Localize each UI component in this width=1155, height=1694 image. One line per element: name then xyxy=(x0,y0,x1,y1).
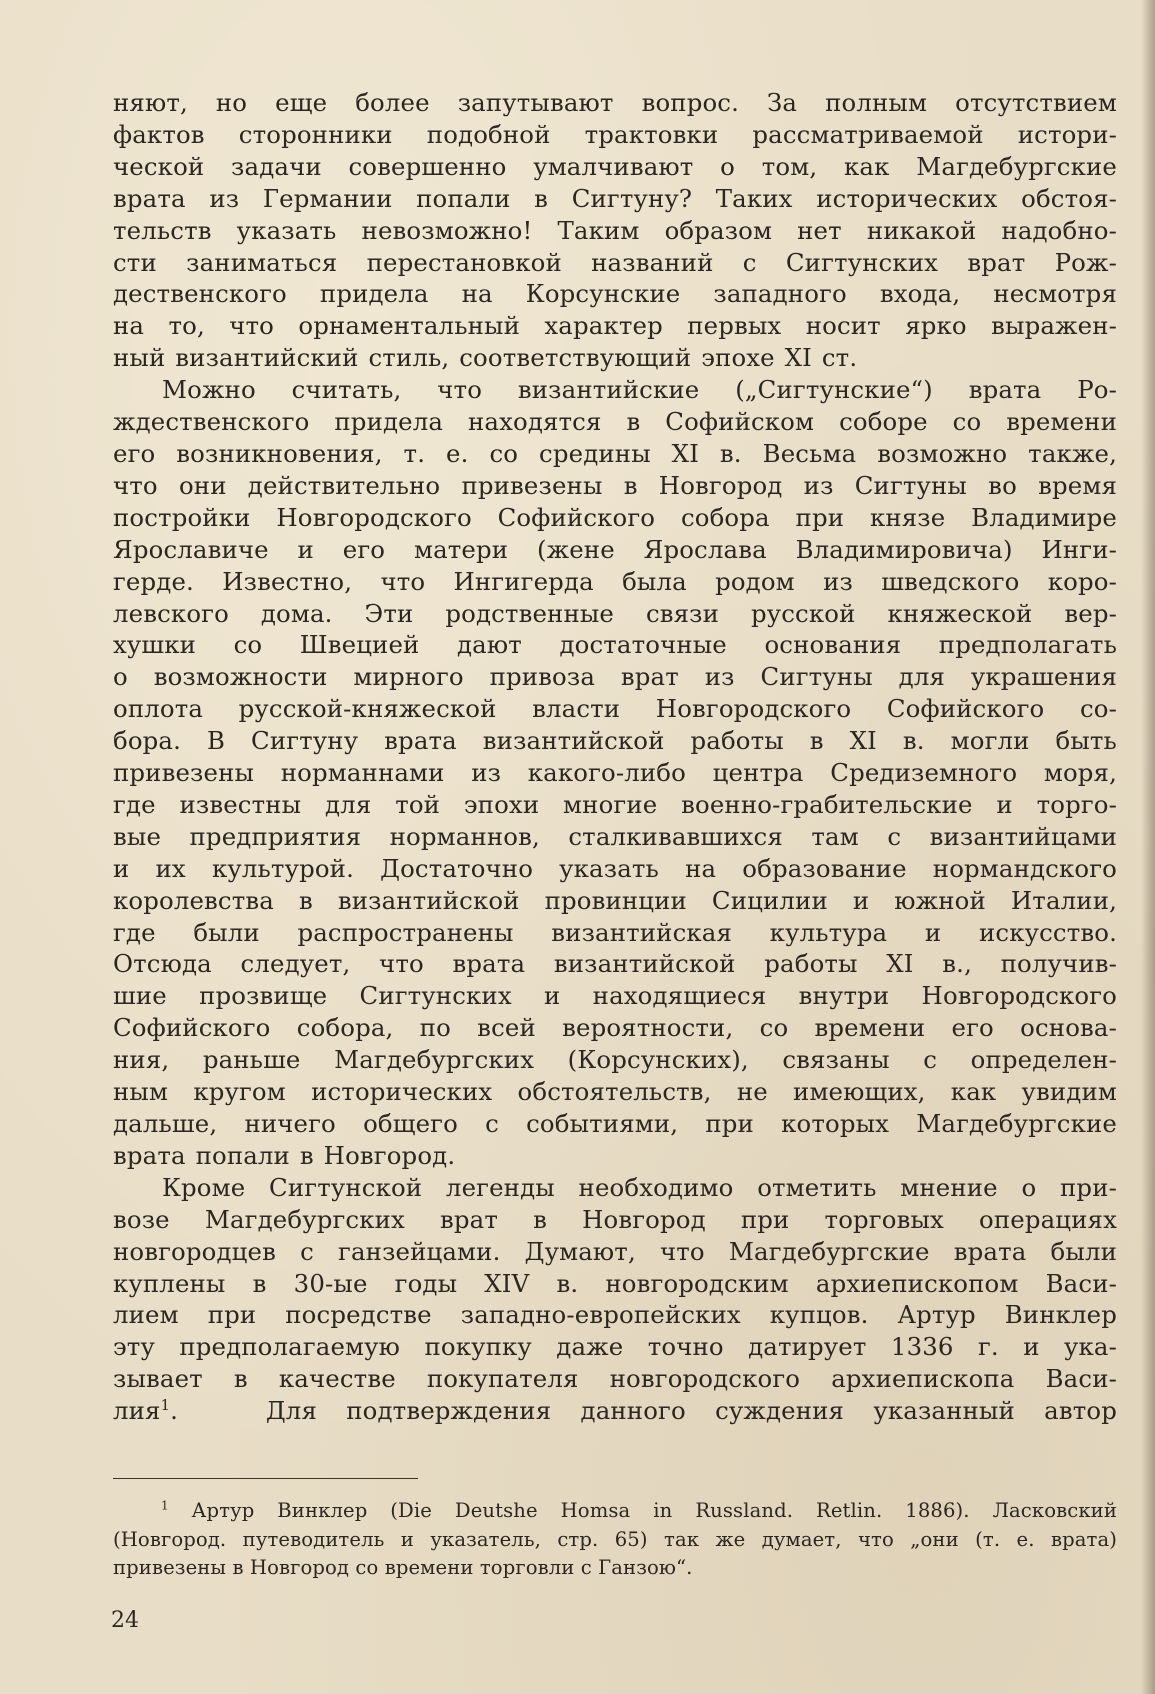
text-line: Ярославиче и его матери (жене Ярослава Владимировича) Инги- xyxy=(113,534,1117,564)
text-line: о возможности мирного привоза врат из Сигтуны для украшения xyxy=(113,662,1117,692)
text-line: врата попали в Новгород. xyxy=(113,1140,456,1170)
text-line: где были распространены византийская культура и искусство. xyxy=(113,917,1117,947)
text-line: что они действительно привезены в Новгород из Сигтуны во время xyxy=(113,470,1117,500)
text-line: оплота русской-княжеской власти Новгородского Софийского со- xyxy=(113,694,1117,724)
text-line: его возникновения, т. е. со средины XI в. Весьма возможно также, xyxy=(113,438,1117,468)
footnote-ref: 1 xyxy=(160,1397,171,1415)
text-line: ный византийский стиль, соответствующий эпохе XI ст. xyxy=(113,343,858,373)
footnote-line xyxy=(113,1497,1117,1526)
text-line: няют, но еще более запутывают вопрос. За полным отсутствием xyxy=(113,88,1117,117)
page-edge-shadow xyxy=(1141,0,1155,1694)
text-line: сти заниматься перестановкой названий с Сигтунских врат Рож- xyxy=(113,247,1117,277)
text-line: зывает в качестве покупателя новгородского архиепископа Васи- xyxy=(113,1364,1117,1394)
text-line: королевства в византийской провинции Сицилии и южной Италии, xyxy=(113,885,1117,915)
text-line: ждественского придела находятся в Софийском соборе со времени xyxy=(113,407,1117,437)
text-line: ния, раньше Магдебургских (Корсунских), связаны с определен- xyxy=(113,1045,1117,1075)
text-line: хушки со Швецией дают достаточные основания предполагать xyxy=(113,630,1117,660)
text-line: ческой задачи совершенно умалчивают о том, как Магдебургские xyxy=(113,151,1117,181)
text-line: шие прозвище Сигтунских и находящиеся внутри Новгородского xyxy=(113,981,1117,1011)
text-line: тельств указать невозможно! Таким образом нет никакой надобно- xyxy=(113,215,1117,245)
text-line: постройки Новгородского Софийского собора при князе Владимире xyxy=(113,502,1117,532)
text-line: новгородцев с ганзейцами. Думают, что Магдебургские врата были xyxy=(113,1236,1117,1266)
text-line: вые предприятия норманнов, сталкивавшихся там с византийцами xyxy=(113,821,1117,851)
text-line: куплены в 30-ые годы XIV в. новгородским архиепископом Васи- xyxy=(113,1268,1117,1298)
text-line: левского дома. Эти родственные связи русской княжеской вер- xyxy=(113,598,1117,628)
text-line: эту предполагаемую покупку даже точно датирует 1336 г. и ука- xyxy=(113,1332,1117,1362)
text-line: привезены норманнами из какого-либо центра Средиземного моря, xyxy=(113,758,1117,788)
footnote-line: (Новгород. путеводитель и указатель, стр. 65) так же думает, что „они (т. е. врата) xyxy=(113,1527,1117,1551)
paragraph-2 xyxy=(113,374,1117,1172)
footnote-marker: 1 xyxy=(161,1498,169,1513)
text-line: Можно считать, что византийские („Сигтунские“) врата Ро- xyxy=(162,375,1117,405)
line-start: лия xyxy=(113,1396,161,1426)
body-text xyxy=(113,87,1117,1427)
text-line: бора. В Сигтуну врата византийской работы в XI в. могли быть xyxy=(113,726,1117,756)
text-line: ным кругом исторических обстоятельств, не имеющих, как увидим xyxy=(113,1077,1117,1107)
text-line: врата из Германии попали в Сигтуну? Таких исторических обстоя- xyxy=(113,183,1117,213)
footnote-divider xyxy=(113,1478,418,1479)
text-line: дальше, ничего общего с событиями, при которых Магдебургские xyxy=(113,1109,1117,1138)
page-number: 24 xyxy=(111,1608,139,1633)
footnote-block xyxy=(113,1497,1117,1583)
footnote-text: Артур Винклер (Die Deutshe Homsa in Russland. Retlin. 1886). Ласковский xyxy=(191,1499,1117,1522)
text-line: фактов сторонники подобной трактовки рассматриваемой истори- xyxy=(113,119,1117,149)
text-line: Отсюда следует, что врата византийской работы XI в., получив- xyxy=(113,949,1117,979)
text-line: Софийского собора, по всей вероятности, со времени его основа- xyxy=(113,1013,1117,1043)
text-line: возе Магдебургских врат в Новгород при торговых операциях xyxy=(113,1204,1117,1234)
text-line: и их культурой. Достаточно указать на образование нормандского xyxy=(113,853,1117,883)
text-line: лием при посредстве западно-европейских купцов. Артур Винклер xyxy=(113,1300,1117,1330)
text-line: герде. Известно, что Ингигерда была родом из шведского коро- xyxy=(113,566,1117,596)
paragraph-3 xyxy=(113,1172,1117,1427)
footnote-line: привезены в Новгород со времени торговли с Ганзою“. xyxy=(113,1556,693,1579)
text-line: дественского придела на Корсунские западного входа, несмотря xyxy=(113,279,1117,309)
text-line-with-footnote: лия$^1$. Для подтверждения данного суждения указанный автор xyxy=(113,1396,1117,1426)
paragraph-1 xyxy=(113,87,1117,374)
text-line: Кроме Сигтунской легенды необходимо отметить мнение о при- xyxy=(162,1172,1117,1202)
text-line: где известны для той эпохи многие военно-грабительские и торго- xyxy=(113,789,1117,819)
text-line: на то, что орнаментальный характер первых носит ярко выражен- xyxy=(113,311,1117,341)
line-rest: Для подтверждения данного суждения указанный автор xyxy=(265,1396,1117,1426)
